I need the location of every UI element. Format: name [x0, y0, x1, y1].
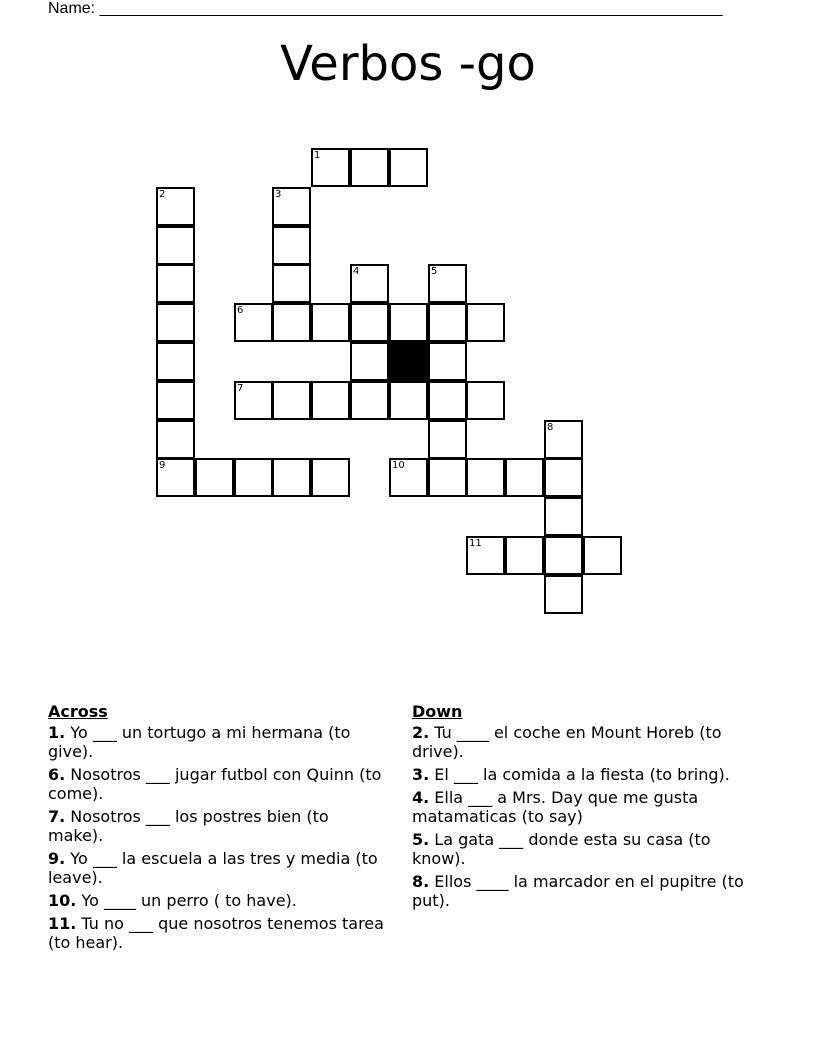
grid-cell[interactable] [272, 264, 311, 303]
down-clues [412, 702, 752, 914]
grid-cell[interactable] [544, 575, 583, 614]
grid-cell[interactable] [466, 536, 505, 575]
grid-cell[interactable] [544, 420, 583, 459]
grid-cell[interactable] [544, 497, 583, 536]
grid-cell[interactable] [466, 458, 505, 497]
clue-across-6 [48, 765, 388, 803]
cell-number: 3 [275, 189, 282, 200]
grid-cell[interactable] [350, 303, 389, 342]
grid-cell[interactable] [311, 381, 350, 420]
clue-across-7 [48, 807, 388, 845]
name-label: Name: [48, 0, 96, 17]
cell-number: 8 [547, 422, 554, 433]
clue-text: Yo ___ un tortugo a mi hermana (to give). [48, 723, 351, 761]
grid-cell[interactable] [428, 264, 467, 303]
grid-cell[interactable] [311, 303, 350, 342]
grid-block [389, 342, 428, 381]
grid-cell[interactable] [234, 303, 273, 342]
grid-cell[interactable] [350, 342, 389, 381]
grid-cell[interactable] [272, 226, 311, 265]
across-clues [48, 702, 388, 956]
clue-number: 5. [412, 830, 430, 849]
cell-number: 7 [237, 383, 244, 394]
clue-text: Ella ___ a Mrs. Day que me gusta matamaticas (to say) [412, 788, 699, 826]
clue-text: Yo ___ la escuela a las tres y media (to leave). [48, 849, 378, 887]
grid-cell[interactable] [156, 420, 195, 459]
grid-cell[interactable] [156, 381, 195, 420]
grid-cell[interactable] [234, 381, 273, 420]
grid-cell[interactable] [428, 381, 467, 420]
grid-cell[interactable] [156, 342, 195, 381]
clue-number: 4. [412, 788, 430, 807]
cell-number: 2 [159, 189, 166, 200]
clue-text: La gata ___ donde esta su casa (to know). [412, 830, 711, 868]
clue-across-1 [48, 723, 388, 761]
clue-text: Tu no ___ que nosotros tenemos tarea (to hear). [48, 914, 384, 952]
grid-cell[interactable] [156, 264, 195, 303]
clue-text: Tu ____ el coche en Mount Horeb (to drive). [412, 723, 722, 761]
grid-cell[interactable] [350, 264, 389, 303]
clue-number: 6. [48, 765, 66, 784]
clue-number: 11. [48, 914, 77, 933]
cell-number: 4 [353, 266, 360, 277]
grid-cell[interactable] [389, 381, 428, 420]
grid-cell[interactable] [583, 536, 622, 575]
grid-cell[interactable] [156, 226, 195, 265]
grid-cell[interactable] [311, 458, 350, 497]
grid-cell[interactable] [350, 148, 389, 187]
grid-cell[interactable] [156, 458, 195, 497]
grid-cell[interactable] [272, 187, 311, 226]
clue-text: Nosotros ___ jugar futbol con Quinn (to come). [48, 765, 382, 803]
clue-number: 1. [48, 723, 66, 742]
name-blank[interactable]: ______________________________________________________________________ [99, 0, 723, 17]
cell-number: 10 [392, 460, 405, 471]
grid-cell[interactable] [505, 458, 544, 497]
clue-across-9 [48, 849, 388, 887]
grid-cell[interactable] [428, 303, 467, 342]
name-line [48, 0, 748, 18]
clue-text: Nosotros ___ los postres bien (to make). [48, 807, 329, 845]
down-heading: Down [412, 702, 463, 721]
cell-number: 11 [469, 538, 482, 549]
grid-cell[interactable] [195, 458, 234, 497]
grid-cell[interactable] [428, 458, 467, 497]
cell-number: 6 [237, 305, 244, 316]
grid-cell[interactable] [505, 536, 544, 575]
grid-cell[interactable] [389, 148, 428, 187]
grid-cell[interactable] [428, 342, 467, 381]
grid-cell[interactable] [389, 303, 428, 342]
clue-down-3 [412, 765, 752, 784]
grid-cell[interactable] [544, 536, 583, 575]
grid-cell[interactable] [156, 303, 195, 342]
page-title: Verbos -go [280, 36, 536, 92]
grid-cell[interactable] [350, 381, 389, 420]
clue-number: 10. [48, 891, 77, 910]
grid-cell[interactable] [466, 303, 505, 342]
clue-text: Ellos ____ la marcador en el pupitre (to put). [412, 872, 744, 910]
grid-cell[interactable] [272, 381, 311, 420]
cell-number: 1 [314, 150, 321, 161]
grid-cell[interactable] [272, 303, 311, 342]
clue-down-8 [412, 872, 752, 910]
clue-number: 8. [412, 872, 430, 891]
clue-text: Yo ____ un perro ( to have). [76, 891, 297, 910]
grid-cell[interactable] [466, 381, 505, 420]
clue-across-11 [48, 914, 388, 952]
cell-number: 9 [159, 460, 166, 471]
grid-cell[interactable] [544, 458, 583, 497]
clue-across-10 [48, 891, 388, 910]
cell-number: 5 [431, 266, 438, 277]
clue-number: 9. [48, 849, 66, 868]
grid-cell[interactable] [234, 458, 273, 497]
clue-number: 7. [48, 807, 66, 826]
grid-cell[interactable] [311, 148, 350, 187]
grid-cell[interactable] [156, 187, 195, 226]
grid-cell[interactable] [272, 458, 311, 497]
clue-number: 3. [412, 765, 430, 784]
across-heading: Across [48, 702, 108, 721]
clue-down-5 [412, 830, 752, 868]
clue-down-4 [412, 788, 752, 826]
clue-text: El ___ la comida a la fiesta (to bring). [429, 765, 730, 784]
grid-cell[interactable] [428, 420, 467, 459]
clue-down-2 [412, 723, 752, 761]
clue-number: 2. [412, 723, 430, 742]
grid-cell[interactable] [389, 458, 428, 497]
